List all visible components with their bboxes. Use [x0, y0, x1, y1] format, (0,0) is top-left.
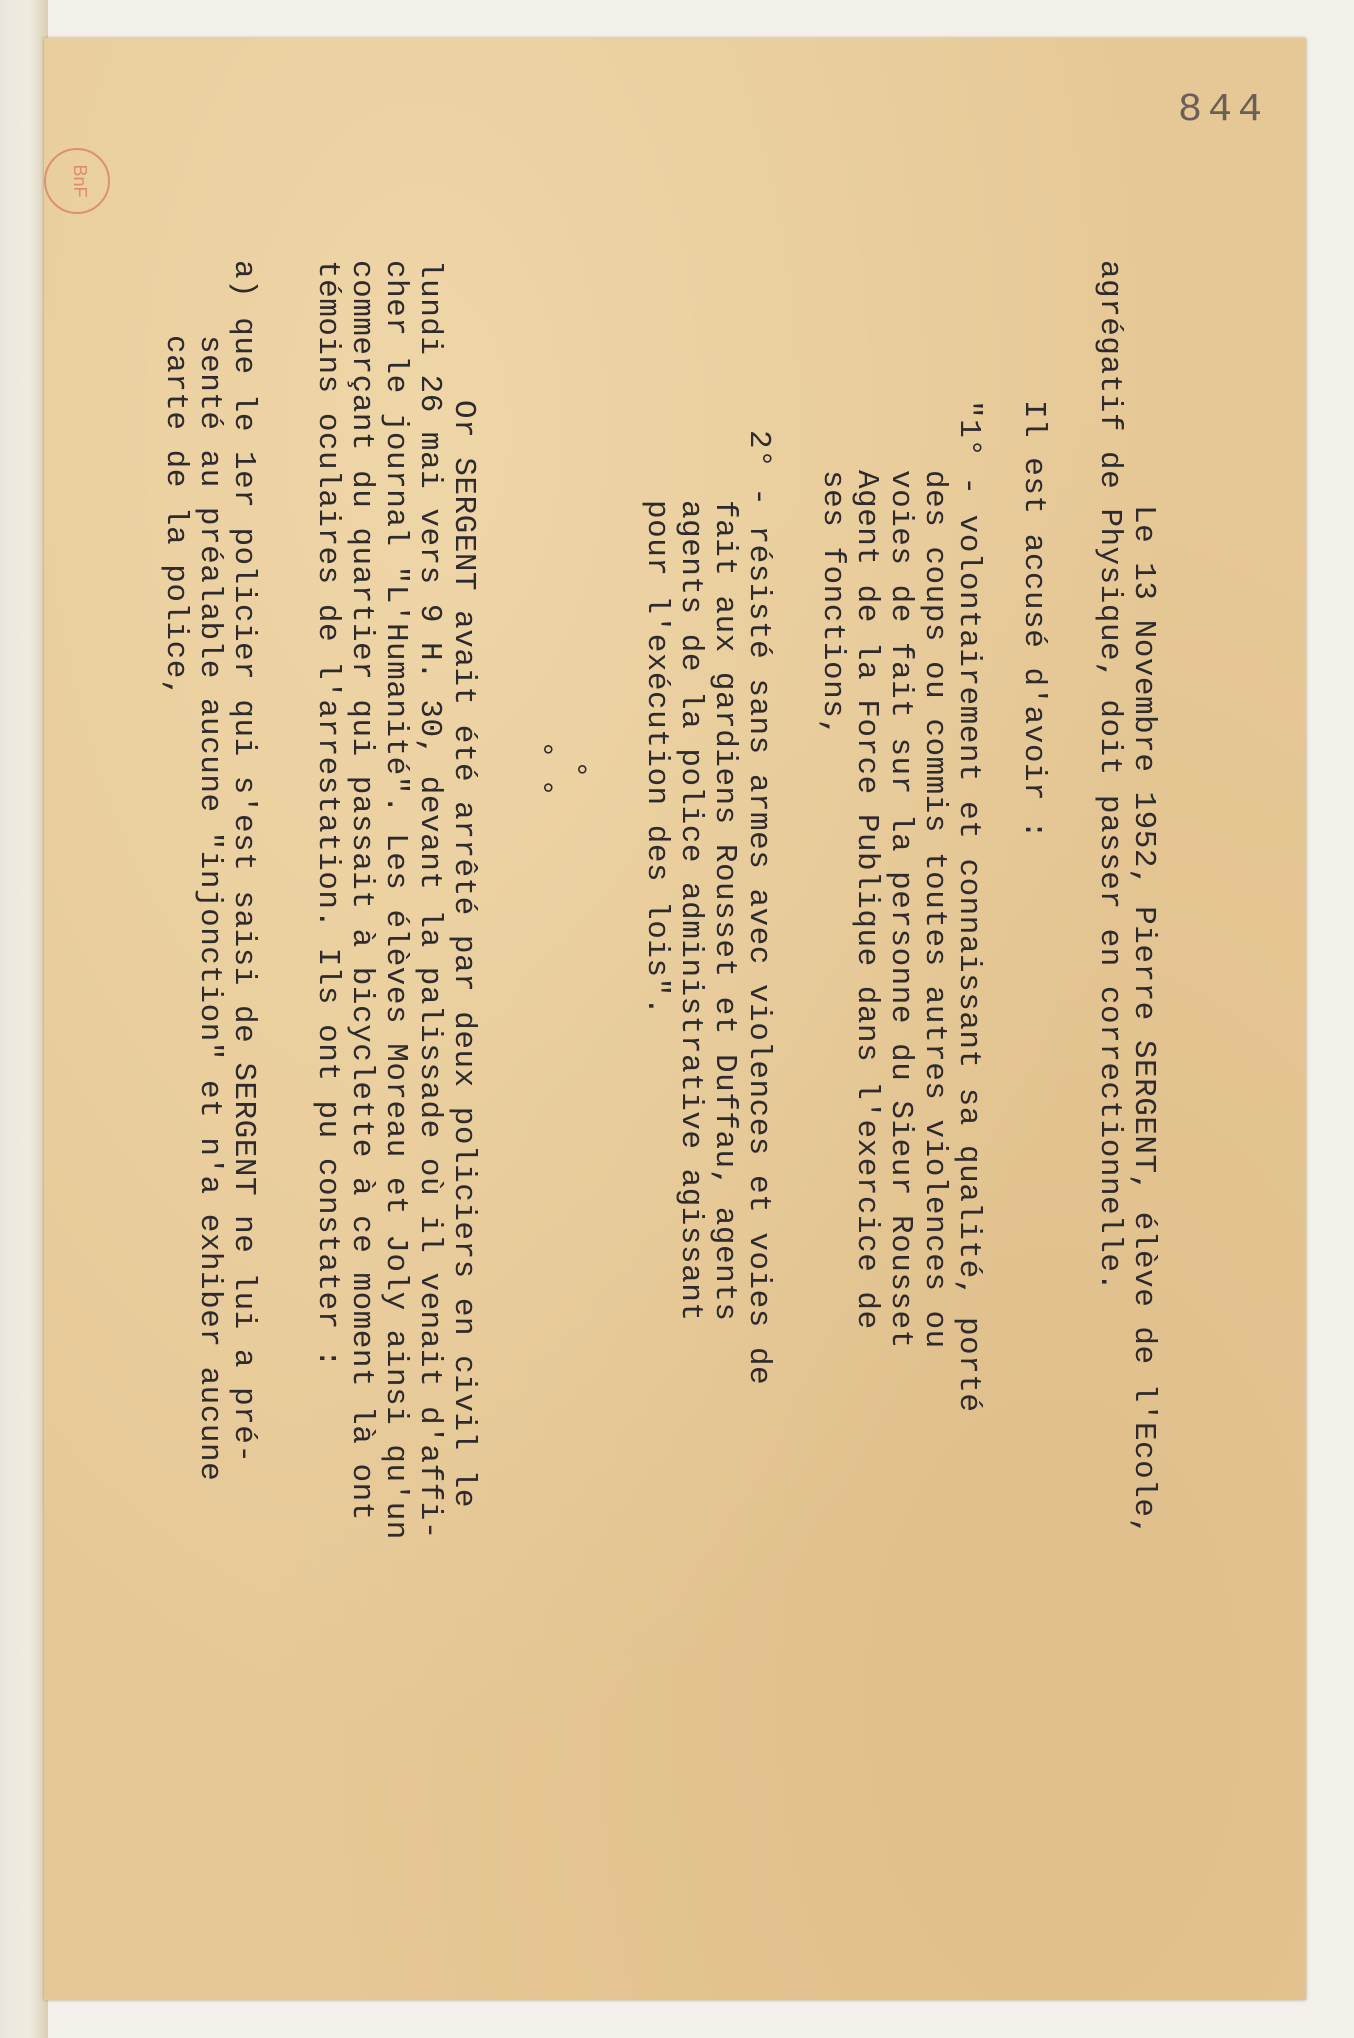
- charge-1-line-4: Agent de la Force Publique dans l'exercice de: [849, 470, 884, 1330]
- accused-heading: Il est accusé d'avoir :: [1016, 400, 1051, 840]
- charge-2-line-1: 2° - résisté sans armes avec violences et voies de: [741, 430, 776, 1386]
- paragraph-line-5: témoins oculaires de l'arrestation. Ils ont pu constater :: [310, 260, 345, 1368]
- paragraph-line-2: lundi 26 mai vers 9 H. 30, devant la palissade où il venait d'affi-: [412, 260, 447, 1540]
- paragraph-line-4: commerçant du quartier qui passait à bicyclette à ce moment là ont: [344, 260, 379, 1521]
- item-a-line-3: carte de la police,: [158, 335, 193, 698]
- charge-1-line-1: "1° - volontairement et connaissant sa qualité, porté: [951, 400, 986, 1413]
- typewritten-text-block: [158, 260, 1161, 1790]
- charge-1-line-5: ses fonctions,: [815, 470, 850, 738]
- separator-bottom: ° °: [522, 740, 557, 798]
- paragraph-line-3: cher le journal "L'Humanité". Les élèves Moreau et Joly ainsi qu'un: [378, 260, 413, 1540]
- charge-2-line-2: fait aux gardiens Rousset et Duffau, agents: [707, 500, 742, 1322]
- item-a-line-2: senté au préalable aucune "injonction" et n'a exhiber aucune: [192, 335, 227, 1482]
- charge-1-line-3: voies de fait sur la personne du Sieur Rousset: [883, 470, 918, 1349]
- page-number: 844: [1177, 88, 1268, 133]
- paragraph-line-1: Or SERGENT avait été arrêté par deux policiers en civil le: [446, 400, 481, 1508]
- intro-line-2: agrégatif de Physique, doit passer en correctionnelle.: [1092, 260, 1127, 1292]
- stamp-label: BnF: [70, 164, 90, 198]
- bnf-stamp-icon: [44, 148, 110, 214]
- charge-1-line-2: des coups ou commis toutes autres violences ou: [917, 470, 952, 1349]
- item-a-line-1: a) que le 1er policier qui s'est saisi de SERGENT ne lui a pré-: [226, 260, 261, 1464]
- charge-2-line-3: agents de la police administrative agissant: [673, 500, 708, 1322]
- intro-line-1: Le 13 Novembre 1952, Pierre SERGENT, élève de l'Ecole,: [1126, 505, 1161, 1537]
- facing-page-edge: [0, 0, 48, 2038]
- separator-top: °: [556, 760, 591, 780]
- charge-2-line-4: pour l'exécution des lois".: [639, 500, 674, 1016]
